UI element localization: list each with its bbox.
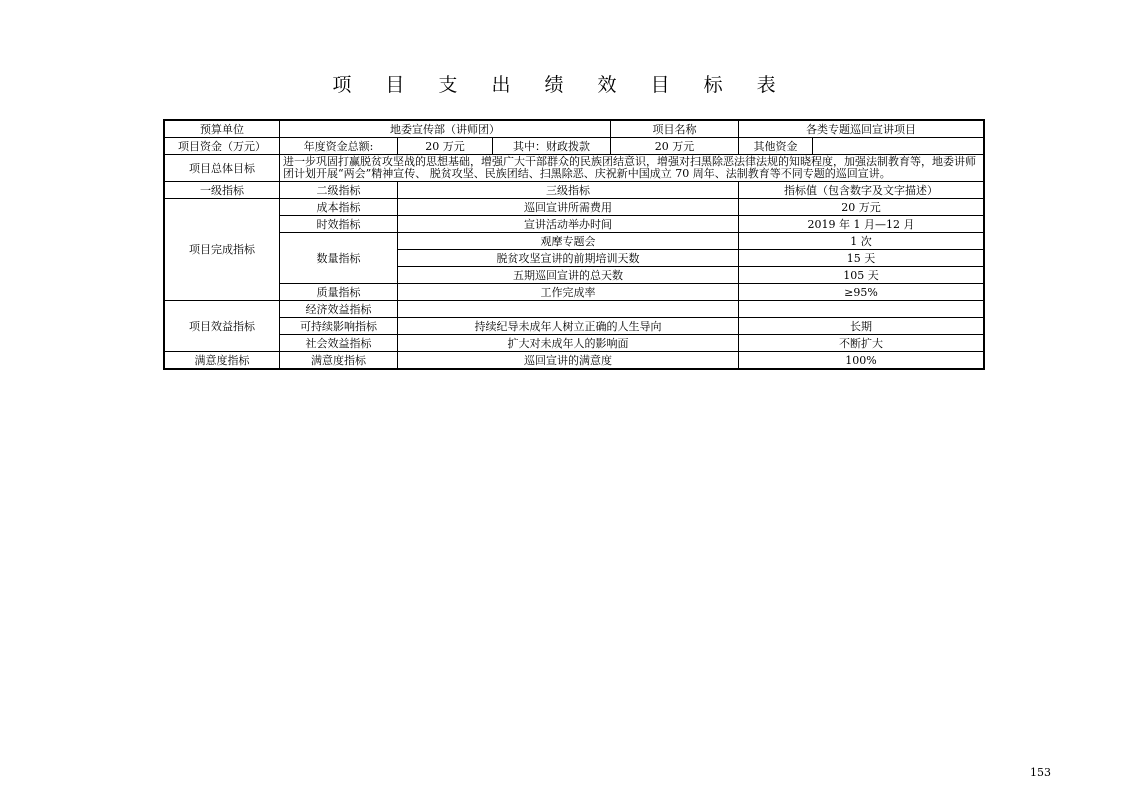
table-row <box>165 199 984 216</box>
project-name-label: 项目名称 <box>611 121 739 138</box>
quantity-value: 15 天 <box>739 250 984 267</box>
time-indicator-label: 时效指标 <box>280 216 398 233</box>
table-row <box>165 352 984 369</box>
page-title: 项 目 支 出 绩 效 目 标 表 <box>332 74 790 96</box>
project-funds-label: 项目资金（万元） <box>165 138 280 155</box>
annual-total-label: 年度资金总额: <box>280 138 398 155</box>
table-row <box>165 216 984 233</box>
cost-indicator-value: 20 万元 <box>739 199 984 216</box>
budget-unit-value: 地委宣传部（讲师团） <box>280 121 611 138</box>
finance-allocation-value: 20 万元 <box>611 138 739 155</box>
quantity-item: 五期巡回宣讲的总天数 <box>398 267 739 284</box>
quality-indicator-value: ≥95% <box>739 284 984 301</box>
other-funds-value <box>813 138 984 155</box>
finance-allocation-label: 其中：财政拨款 <box>493 138 611 155</box>
table-row <box>165 318 984 335</box>
quality-indicator-label: 质量指标 <box>280 284 398 301</box>
time-indicator-value: 2019 年 1 月—12 月 <box>739 216 984 233</box>
row-overall-goal <box>165 155 984 182</box>
social-indicator-label: 社会效益指标 <box>280 335 398 352</box>
satisfaction-item: 巡回宣讲的满意度 <box>398 352 739 369</box>
row-project-funds <box>165 138 984 155</box>
header-level3: 三级指标 <box>398 182 739 199</box>
row-budget-unit <box>165 121 984 138</box>
quantity-value: 105 天 <box>739 267 984 284</box>
satisfaction-value: 100% <box>739 352 984 369</box>
header-value: 指标值（包含数字及文字描述） <box>739 182 984 199</box>
budget-unit-label: 预算单位 <box>165 121 280 138</box>
other-funds-label: 其他资金 <box>739 138 813 155</box>
quantity-indicator-label: 数量指标 <box>280 233 398 284</box>
satisfaction-indicators-label: 满意度指标 <box>165 352 280 369</box>
sustainable-indicator-value: 长期 <box>739 318 984 335</box>
completion-indicators-label: 项目完成指标 <box>165 199 280 301</box>
social-indicator-value: 不断扩大 <box>739 335 984 352</box>
overall-goal-label: 项目总体目标 <box>165 155 280 182</box>
quantity-item: 脱贫攻坚宣讲的前期培训天数 <box>398 250 739 267</box>
cost-indicator-label: 成本指标 <box>280 199 398 216</box>
economic-indicator-value <box>739 301 984 318</box>
table-row <box>165 233 984 250</box>
economic-indicator-label: 经济效益指标 <box>280 301 398 318</box>
header-level1: 一级指标 <box>165 182 280 199</box>
cost-indicator-item: 巡回宣讲所需费用 <box>398 199 739 216</box>
project-name-value: 各类专题巡回宣讲项目 <box>739 121 984 138</box>
table-row <box>165 301 984 318</box>
quantity-value: 1 次 <box>739 233 984 250</box>
benefit-indicators-label: 项目效益指标 <box>165 301 280 352</box>
satisfaction-sub-label: 满意度指标 <box>280 352 398 369</box>
quantity-item: 观摩专题会 <box>398 233 739 250</box>
row-header <box>165 182 984 199</box>
table-row <box>165 284 984 301</box>
time-indicator-item: 宣讲活动举办时间 <box>398 216 739 233</box>
social-indicator-item: 扩大对未成年人的影响面 <box>398 335 739 352</box>
overall-goal-text: 进一步巩固打赢脱贫攻坚战的思想基础，增强广大干部群众的民族团结意识，增强对扫黑除恶法律法规的知晓程度，加强法制教育等，地委讲师团计划开展“两会”精神宣传、 脱贫攻坚、民族团结、扫黑除恶、庆祝新中国成立 70 周年、法制教育等不同专题的巡回宣讲。 <box>280 155 984 182</box>
annual-total-value: 20 万元 <box>398 138 493 155</box>
page-number: 153 <box>1030 766 1051 779</box>
sustainable-indicator-item: 持续纪导未成年人树立正确的人生导向 <box>398 318 739 335</box>
table-row <box>165 335 984 352</box>
sustainable-indicator-label: 可持续影响指标 <box>280 318 398 335</box>
performance-target-table <box>164 120 984 369</box>
header-level2: 二级指标 <box>280 182 398 199</box>
quality-indicator-item: 工作完成率 <box>398 284 739 301</box>
economic-indicator-item <box>398 301 739 318</box>
